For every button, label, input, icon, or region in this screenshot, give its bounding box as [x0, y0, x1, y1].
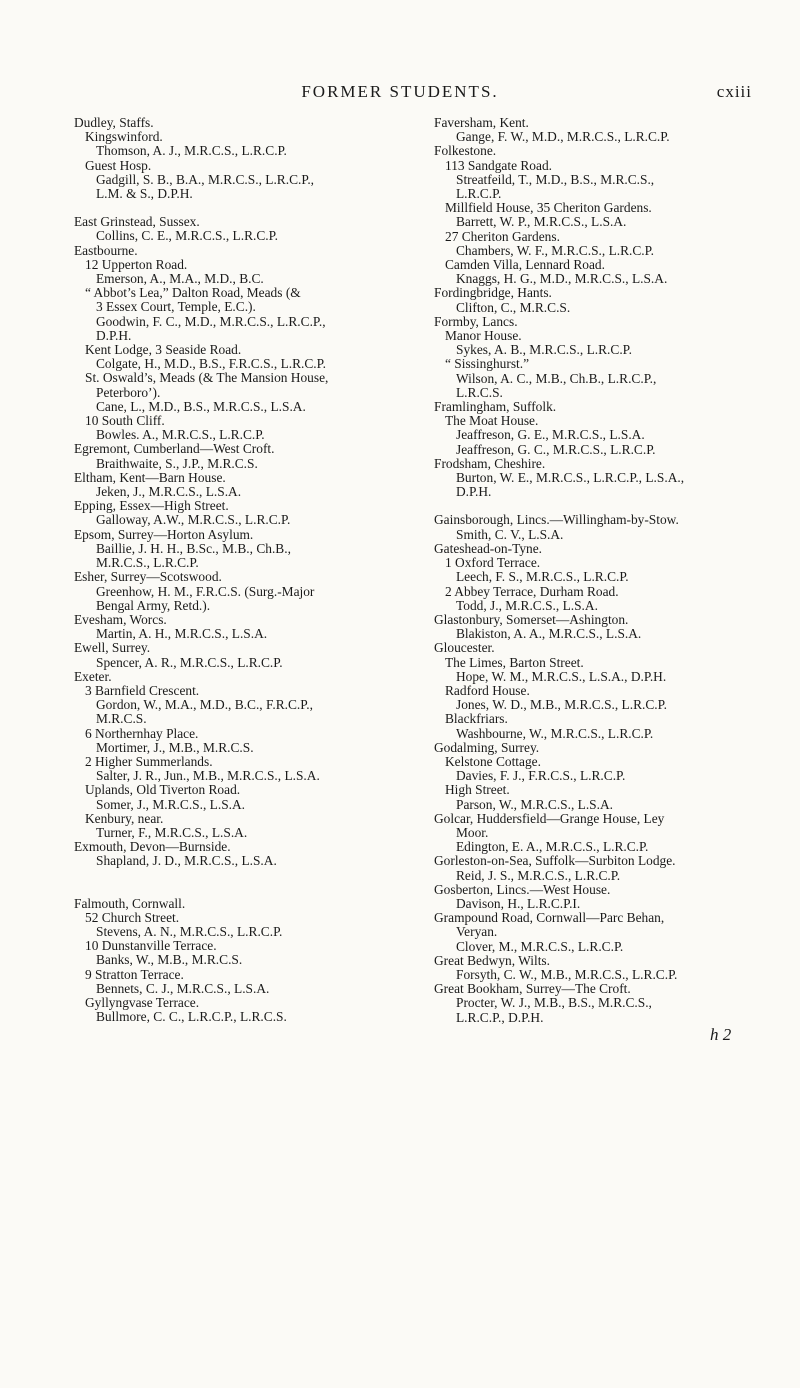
address-line: The Moat House. — [445, 413, 539, 429]
place-heading: Formby, Lancs. — [434, 313, 518, 329]
practitioner-line: Parson, W., M.R.C.S., L.S.A. — [456, 796, 613, 812]
place-heading: Faversham, Kent. — [434, 115, 529, 130]
place-heading: Falmouth, Cornwall. — [74, 895, 186, 911]
practitioner-line: Chambers, W. F., M.R.C.S., L.R.C.P. — [456, 242, 654, 258]
practitioner-line: Greenhow, H. M., F.R.C.S. (Surg.-Major — [96, 583, 315, 599]
address-line: 2 Higher Summerlands. — [85, 753, 213, 769]
practitioner-line: M.R.C.S. — [96, 711, 147, 727]
place-heading: Epping, Essex—High Street. — [74, 498, 229, 514]
address-line: 9 Stratton Terrace. — [85, 966, 184, 982]
practitioner-line: Davison, H., L.R.C.P.I. — [456, 895, 581, 911]
practitioner-line: M.R.C.S., L.R.C.P. — [96, 555, 199, 571]
place-heading: Exeter. — [74, 668, 112, 684]
address-line: Manor House. — [445, 328, 522, 344]
address-line: 10 Dunstanville Terrace. — [85, 938, 217, 954]
place-heading: Fordingbridge, Hants. — [434, 285, 552, 301]
practitioner-line: 3 Essex Court, Temple, E.C.). — [96, 299, 256, 315]
practitioner-line: Edington, E. A., M.R.C.S., L.R.C.P. — [456, 839, 649, 855]
practitioner-line: Bullmore, C. C., L.R.C.P., L.R.C.S. — [96, 1009, 287, 1025]
place-heading: Godalming, Surrey. — [434, 739, 540, 755]
practitioner-line: Clover, M., M.R.C.S., L.R.C.P. — [456, 938, 624, 954]
practitioner-line: Washbourne, W., M.R.C.S., L.R.C.P. — [456, 725, 654, 741]
practitioner-line: Salter, J. R., Jun., M.B., M.R.C.S., L.S.A. — [96, 768, 320, 784]
place-heading: Gateshead-on-Tyne. — [434, 540, 543, 556]
address-line: 52 Church Street. — [85, 909, 180, 925]
address-line: Millfield House, 35 Cheriton Gardens. — [445, 200, 652, 216]
practitioner-line: Blakiston, A. A., M.R.C.S., L.S.A. — [456, 626, 642, 642]
address-line: Radford House. — [445, 682, 530, 698]
practitioner-line: Streatfeild, T., M.D., B.S., M.R.C.S., — [456, 171, 655, 187]
practitioner-line: Veryan. — [456, 924, 498, 940]
place-heading: Grampound Road, Cornwall—Parc Behan, — [434, 910, 665, 926]
left-column — [74, 116, 429, 1024]
practitioner-line: Bengal Army, Retd.). — [96, 597, 211, 613]
address-line: Kelstone Cottage. — [445, 753, 541, 769]
practitioner-line: Baillie, J. H. H., B.Sc., M.B., Ch.B., — [96, 540, 291, 556]
place-heading: Golcar, Huddersfield—Grange House, Ley — [434, 810, 665, 826]
practitioner-line: Goodwin, F. C., M.D., M.R.C.S., L.R.C.P., — [96, 313, 326, 329]
practitioner-line: Banks, W., M.B., M.R.C.S. — [96, 952, 243, 968]
practitioner-line: Colgate, H., M.D., B.S., F.R.C.S., L.R.C.P. — [96, 356, 326, 372]
place-heading: East Grinstead, Sussex. — [74, 214, 200, 230]
place-heading: Esher, Surrey—Scotswood. — [74, 569, 222, 585]
address-line: Kingswinford. — [85, 129, 163, 145]
spacer — [434, 499, 789, 513]
practitioner-line: Smith, C. V., L.S.A. — [456, 526, 564, 542]
practitioner-line: Bowles. A., M.R.C.S., L.R.C.P. — [96, 427, 265, 443]
practitioner-line: Bennets, C. J., M.R.C.S., L.S.A. — [96, 980, 270, 996]
practitioner-line: Hope, W. M., M.R.C.S., L.S.A., D.P.H. — [456, 668, 667, 684]
spacer — [74, 883, 429, 897]
practitioner-line: Shapland, J. D., M.R.C.S., L.S.A. — [96, 853, 277, 869]
place-heading: Gosberton, Lincs.—West House. — [434, 881, 611, 897]
spacer — [74, 869, 429, 883]
practitioner-line: Somer, J., M.R.C.S., L.S.A. — [96, 796, 246, 812]
practitioner-line: Forsyth, C. W., M.B., M.R.C.S., L.R.C.P. — [456, 966, 678, 982]
practitioner-line: L.R.C.S. — [456, 384, 503, 400]
place-heading: Glastonbury, Somerset—Ashington. — [434, 611, 629, 627]
address-line: 3 Barnfield Crescent. — [85, 682, 200, 698]
place-heading: Framlingham, Suffolk. — [434, 399, 557, 415]
address-line: High Street. — [445, 782, 510, 798]
spacer — [74, 201, 429, 215]
place-heading: Gorleston-on-Sea, Suffolk—Surbiton Lodge. — [434, 853, 676, 869]
practitioner-line: Procter, W. J., M.B., B.S., M.R.C.S., — [456, 995, 652, 1011]
address-line: 6 Northernhay Place. — [85, 725, 199, 741]
address-line: “ Abbot’s Lea,” Dalton Road, Meads (& — [85, 285, 301, 301]
practitioner-line: Martin, A. H., M.R.C.S., L.S.A. — [96, 626, 268, 642]
address-line: 10 South Cliff. — [85, 413, 165, 429]
address-line: Kenbury, near. — [85, 810, 164, 826]
place-heading: Gloucester. — [434, 640, 495, 656]
practitioner-line: Moor. — [456, 824, 489, 840]
practitioner-line: Gordon, W., M.A., M.D., B.C., F.R.C.P., — [96, 697, 313, 713]
practitioner-line: Leech, F. S., M.R.C.S., L.R.C.P. — [456, 569, 629, 585]
practitioner-line: Emerson, A., M.A., M.D., B.C. — [96, 271, 264, 287]
practitioner-line: Jeaffreson, G. C., M.R.C.S., L.R.C.P. — [456, 441, 656, 457]
practitioner-line: Jones, W. D., M.B., M.R.C.S., L.R.C.P. — [456, 697, 667, 713]
place-heading: Epsom, Surrey—Horton Asylum. — [74, 526, 254, 542]
practitioner-line: Stevens, A. N., M.R.C.S., L.R.C.P. — [96, 923, 283, 939]
practitioner-line: Barrett, W. P., M.R.C.S., L.S.A. — [456, 214, 627, 230]
place-heading: Gainsborough, Lincs.—Willingham-by-Stow. — [434, 512, 679, 528]
address-line: Gyllyngvase Terrace. — [85, 994, 200, 1010]
practitioner-line: Braithwaite, S., J.P., M.R.C.S. — [96, 455, 258, 471]
practitioner-line: Gadgill, S. B., B.A., M.R.C.S., L.R.C.P., — [96, 171, 315, 187]
practitioner-line: Cane, L., M.D., B.S., M.R.C.S., L.S.A. — [96, 398, 306, 414]
practitioner-line: D.P.H. — [96, 327, 132, 343]
address-line: The Limes, Barton Street. — [445, 654, 584, 670]
place-heading: Great Bedwyn, Wilts. — [434, 952, 550, 968]
practitioner-line: Thomson, A. J., M.R.C.S., L.R.C.P. — [96, 143, 287, 159]
address-line: “ Sissinghurst.” — [445, 356, 530, 372]
practitioner-line: Jeken, J., M.R.C.S., L.S.A. — [96, 484, 242, 500]
signature-mark: h 2 — [710, 1024, 732, 1044]
practitioner-line: Turner, F., M.R.C.S., L.S.A. — [96, 824, 248, 840]
practitioner-line: L.R.C.P. — [456, 186, 502, 202]
practitioner-line: L.M. & S., D.P.H. — [96, 186, 193, 202]
practitioner-line: Reid, J. S., M.R.C.S., L.R.C.P. — [456, 867, 621, 883]
address-line: Blackfriars. — [445, 711, 508, 727]
practitioner-line: Wilson, A. C., M.B., Ch.B., L.R.C.P., — [456, 370, 657, 386]
place-heading: Egremont, Cumberland—West Croft. — [74, 441, 275, 457]
address-line: 12 Upperton Road. — [85, 256, 188, 272]
practitioner-line: Jeaffreson, G. E., M.R.C.S., L.S.A. — [456, 427, 645, 443]
address-line: 2 Abbey Terrace, Durham Road. — [445, 583, 619, 599]
practitioner-line: L.R.C.P., D.P.H. — [456, 1009, 544, 1025]
address-line: Guest Hosp. — [85, 157, 152, 173]
place-heading: Folkestone. — [434, 143, 497, 159]
address-line: 27 Cheriton Gardens. — [445, 228, 560, 244]
address-line: 113 Sandgate Road. — [445, 157, 552, 173]
practitioner-line: Todd, J., M.R.C.S., L.S.A. — [456, 597, 598, 613]
practitioner-line: Knaggs, H. G., M.D., M.R.C.S., L.S.A. — [456, 271, 668, 287]
practitioner-line: Burton, W. E., M.R.C.S., L.R.C.P., L.S.A., — [456, 470, 685, 486]
running-title: FORMER STUDENTS. — [301, 82, 499, 101]
practitioner-line: Collins, C. E., M.R.C.S., L.R.C.P. — [96, 228, 278, 244]
place-heading: Great Bookham, Surrey—The Croft. — [434, 981, 631, 997]
page-number: cxiii — [716, 82, 752, 101]
place-heading: Frodsham, Cheshire. — [434, 455, 546, 471]
address-line: Kent Lodge, 3 Seaside Road. — [85, 342, 242, 358]
practitioner-line: Sykes, A. B., M.R.C.S., L.R.C.P. — [456, 342, 632, 358]
practitioner-line: Mortimer, J., M.B., M.R.C.S. — [96, 739, 254, 755]
practitioner-line: Gange, F. W., M.D., M.R.C.S., L.R.C.P. — [456, 129, 670, 145]
place-heading: Eastbourne. — [74, 242, 138, 258]
address-line: St. Oswald’s, Meads (& The Mansion House, — [85, 370, 329, 386]
right-column — [434, 116, 789, 1045]
practitioner-line: D.P.H. — [456, 484, 492, 500]
address-line: 1 Oxford Terrace. — [445, 555, 541, 571]
practitioner-line: Peterboro’). — [96, 384, 161, 400]
practitioner-line: Spencer, A. R., M.R.C.S., L.R.C.P. — [96, 654, 283, 670]
place-heading: Exmouth, Devon—Burnside. — [74, 839, 231, 855]
place-heading: Dudley, Staffs. — [74, 115, 154, 130]
place-heading: Ewell, Surrey. — [74, 640, 151, 656]
address-line: Uplands, Old Tiverton Road. — [85, 782, 241, 798]
address-line: Camden Villa, Lennard Road. — [445, 257, 605, 273]
place-heading: Evesham, Worcs. — [74, 611, 167, 627]
practitioner-line: Galloway, A.W., M.R.C.S., L.R.C.P. — [96, 512, 291, 528]
practitioner-line: Davies, F. J., F.R.C.S., L.R.C.P. — [456, 768, 626, 784]
practitioner-line: Clifton, C., M.R.C.S. — [456, 299, 571, 315]
place-heading: Eltham, Kent—Barn House. — [74, 469, 226, 485]
